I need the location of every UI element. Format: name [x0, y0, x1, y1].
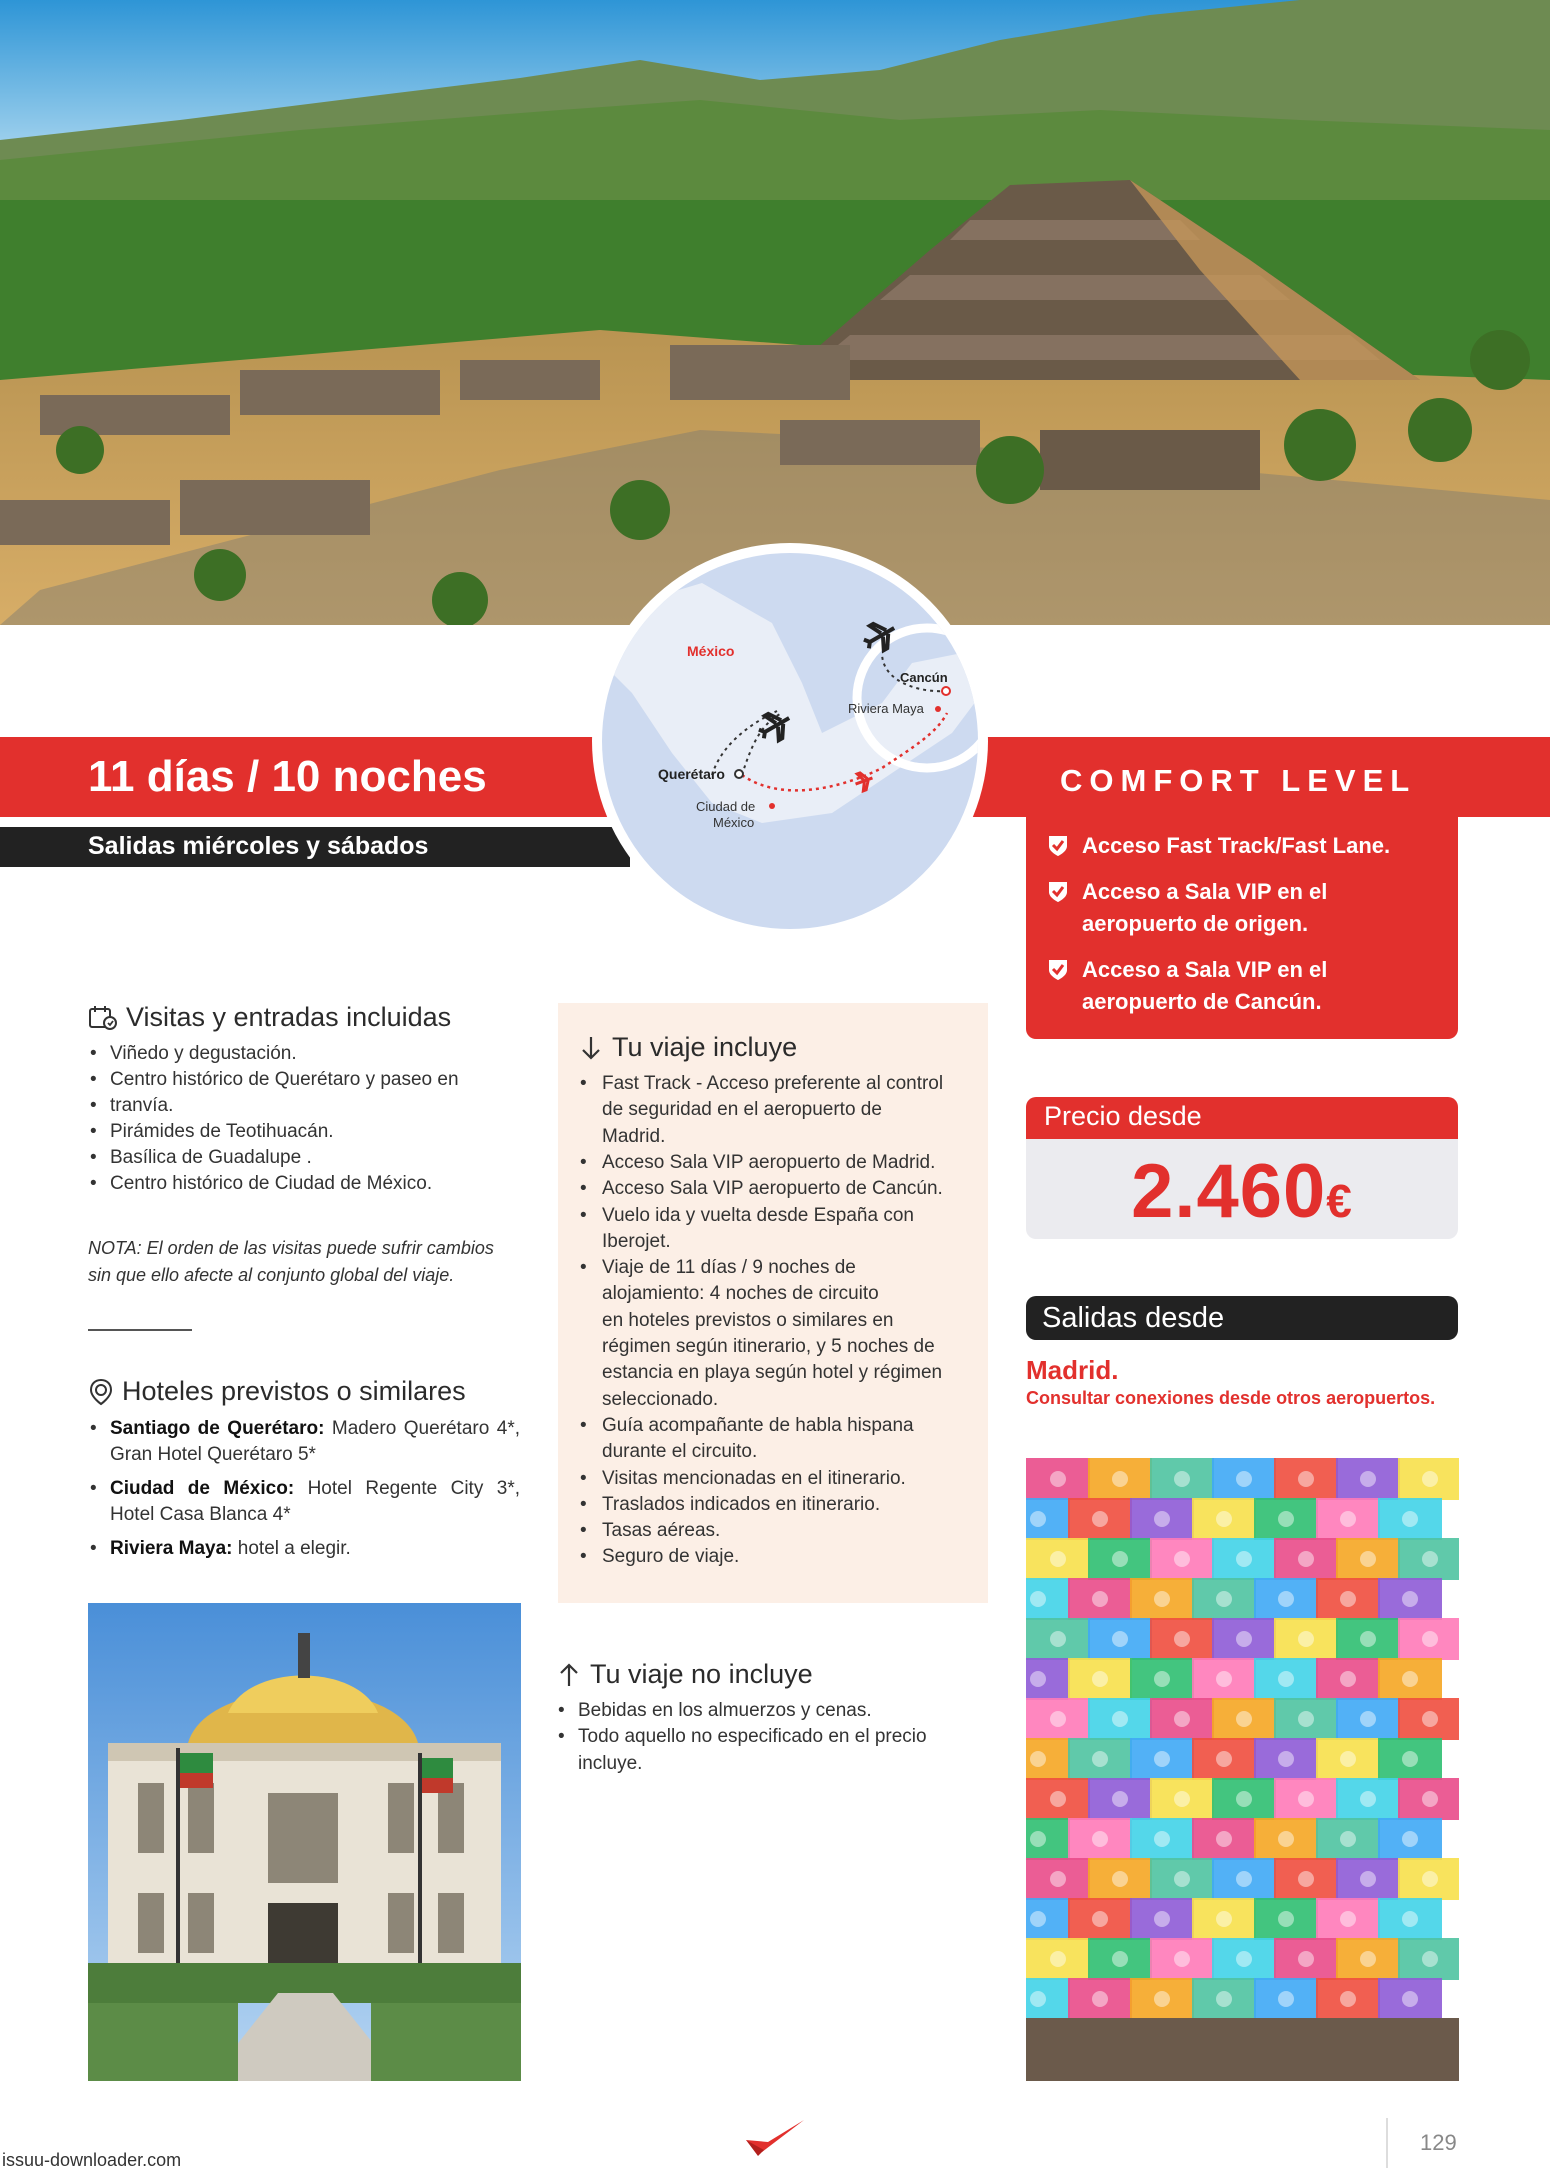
includes-text: Tasas aéreas.	[602, 1520, 721, 1542]
list-item: • Ciudad de México: Hotel Regente City 3*, Hotel Casa Blanca 4*	[88, 1476, 520, 1528]
list-item: • Pirámides de Teotihuacán.	[88, 1119, 528, 1145]
includes-text: Traslados indicados en itinerario.	[602, 1493, 881, 1515]
map-label-cdmx-1: Ciudad de	[696, 799, 756, 814]
excludes-title: Tu viaje no incluye	[556, 1659, 813, 1690]
shield-check-icon	[1046, 880, 1070, 904]
ticket-icon	[88, 1004, 118, 1032]
excludes-text: Bebidas en los almuerzos y cenas.	[578, 1700, 872, 1721]
includes-text: Guía acompañante de habla hispana	[602, 1414, 914, 1436]
list-item: • Riviera Maya: hotel a elegir.	[88, 1536, 520, 1562]
includes-text: Fast Track - Acceso preferente al control	[602, 1073, 944, 1094]
list-item: • Santiago de Querétaro: Madero Querétaro 4*, Gran Hotel Querétaro 5*	[88, 1416, 520, 1468]
arrow-down-icon	[578, 1034, 604, 1062]
comfort-item: Acceso a Sala VIP en el aeropuerto de Cancún.	[1046, 954, 1327, 1018]
map-label-queretaro: Querétaro	[658, 766, 725, 782]
includes-line: • Guía acompañante de habla hispana	[580, 1414, 914, 1436]
route-map	[592, 543, 988, 939]
includes-line: durante el circuito.	[602, 1441, 758, 1463]
includes-line: en hoteles previstos o similares en	[602, 1309, 894, 1331]
shield-check-icon	[1046, 834, 1070, 858]
includes-line: régimen según itinerario, y 5 noches de	[602, 1336, 935, 1357]
list-item: • tranvía.	[88, 1093, 528, 1119]
comfort-item: Acceso Fast Track/Fast Lane.	[1046, 830, 1390, 862]
divider	[88, 1329, 192, 1331]
includes-text: Seguro de viaje.	[602, 1546, 740, 1568]
departure-city: Madrid.	[1026, 1355, 1119, 1385]
includes-text: Acceso Sala VIP aeropuerto de Cancún.	[602, 1178, 943, 1200]
excludes-text: incluye.	[578, 1752, 643, 1774]
watermark: issuu-downloader.com	[2, 2150, 182, 2170]
map-label-mexico: México	[687, 643, 735, 659]
visits-title: Visitas y entradas incluidas	[88, 1002, 451, 1033]
includes-line: • Traslados indicados en itinerario.	[580, 1493, 881, 1515]
list-item: • Centro histórico de Querétaro y paseo en	[88, 1067, 528, 1093]
footer-divider	[1386, 2118, 1388, 2168]
location-pin-icon	[88, 1378, 114, 1406]
departure-note: Consultar conexiones desde otros aeropuertos.	[1026, 1388, 1436, 1408]
visits-note: NOTA: El orden de las visitas puede sufrir cambios sin que ello afecte al conjunto global del viaje.	[88, 1238, 494, 1285]
includes-line: alojamiento: 4 noches de circuito	[602, 1283, 879, 1305]
trip-duration: 11 días / 10 noches	[88, 752, 487, 801]
map-label-cdmx-2: México	[713, 815, 755, 830]
list-item: • Basílica de Guadalupe .	[88, 1145, 528, 1171]
price-value: 2.460€	[1131, 1149, 1353, 1234]
comfort-level-title: COMFORT LEVEL	[1060, 763, 1417, 798]
includes-line: • Visitas mencionadas en el itinerario.	[580, 1467, 906, 1489]
includes-text: Vuelo ida y vuelta desde España con	[602, 1204, 914, 1226]
visits-list	[88, 1041, 528, 1197]
hotels-list	[88, 1416, 520, 1570]
includes-text: Acceso Sala VIP aeropuerto de Madrid.	[602, 1151, 936, 1173]
shield-check-icon	[1046, 958, 1070, 982]
excludes-text: Todo aquello no especificado en el precio	[578, 1726, 927, 1748]
includes-title: Tu viaje incluye	[578, 1032, 797, 1063]
brand-logo-icon	[742, 2116, 808, 2165]
includes-line: • Acceso Sala VIP aeropuerto de Cancún.	[580, 1178, 943, 1200]
includes-line: • Seguro de viaje.	[580, 1546, 740, 1568]
includes-line: • Acceso Sala VIP aeropuerto de Madrid.	[580, 1151, 936, 1173]
page-number: 129	[1420, 2130, 1457, 2155]
includes-text: Visitas mencionadas en el itinerario.	[602, 1467, 906, 1489]
papel-picado-photo	[1026, 1458, 1459, 2081]
comfort-item: Acceso a Sala VIP en el aeropuerto de origen.	[1046, 876, 1327, 940]
includes-line: estancia en playa según hotel y régimen	[602, 1362, 943, 1384]
includes-line: seleccionado.	[602, 1388, 719, 1410]
departure-days: Salidas miércoles y sábados	[88, 832, 429, 860]
bellas-artes-photo	[88, 1603, 521, 2081]
map-label-riviera: Riviera Maya	[848, 701, 924, 716]
excludes-line	[578, 1751, 642, 1777]
list-item: • Viñedo y degustación.	[88, 1041, 528, 1067]
includes-line: Iberojet.	[602, 1230, 671, 1252]
price-currency: €	[1326, 1175, 1353, 1227]
includes-line: • Tasas aéreas.	[580, 1520, 721, 1542]
map-label-cancun: Cancún	[900, 670, 948, 685]
hotels-title: Hoteles previstos o similares	[88, 1376, 466, 1407]
excludes-line: • Bebidas en los almuerzos y cenas.	[558, 1700, 872, 1721]
hero-pyramid-photo	[0, 0, 1550, 625]
includes-line: Madrid.	[602, 1125, 666, 1147]
excludes-line: • Todo aquello no especificado en el precio	[558, 1726, 927, 1748]
includes-line: de seguridad en el aeropuerto de	[602, 1099, 882, 1121]
includes-line: • Fast Track - Acceso preferente al control	[580, 1073, 944, 1094]
arrow-up-icon	[556, 1661, 582, 1689]
list-item: • Centro histórico de Ciudad de México.	[88, 1171, 528, 1197]
includes-line: • Vuelo ida y vuelta desde España con	[580, 1204, 914, 1226]
price-label: Precio desde	[1044, 1101, 1202, 1131]
includes-line: • Viaje de 11 días / 9 noches de	[580, 1257, 856, 1279]
departures-label: Salidas desde	[1042, 1302, 1225, 1334]
includes-text: Viaje de 11 días / 9 noches de	[602, 1257, 856, 1279]
